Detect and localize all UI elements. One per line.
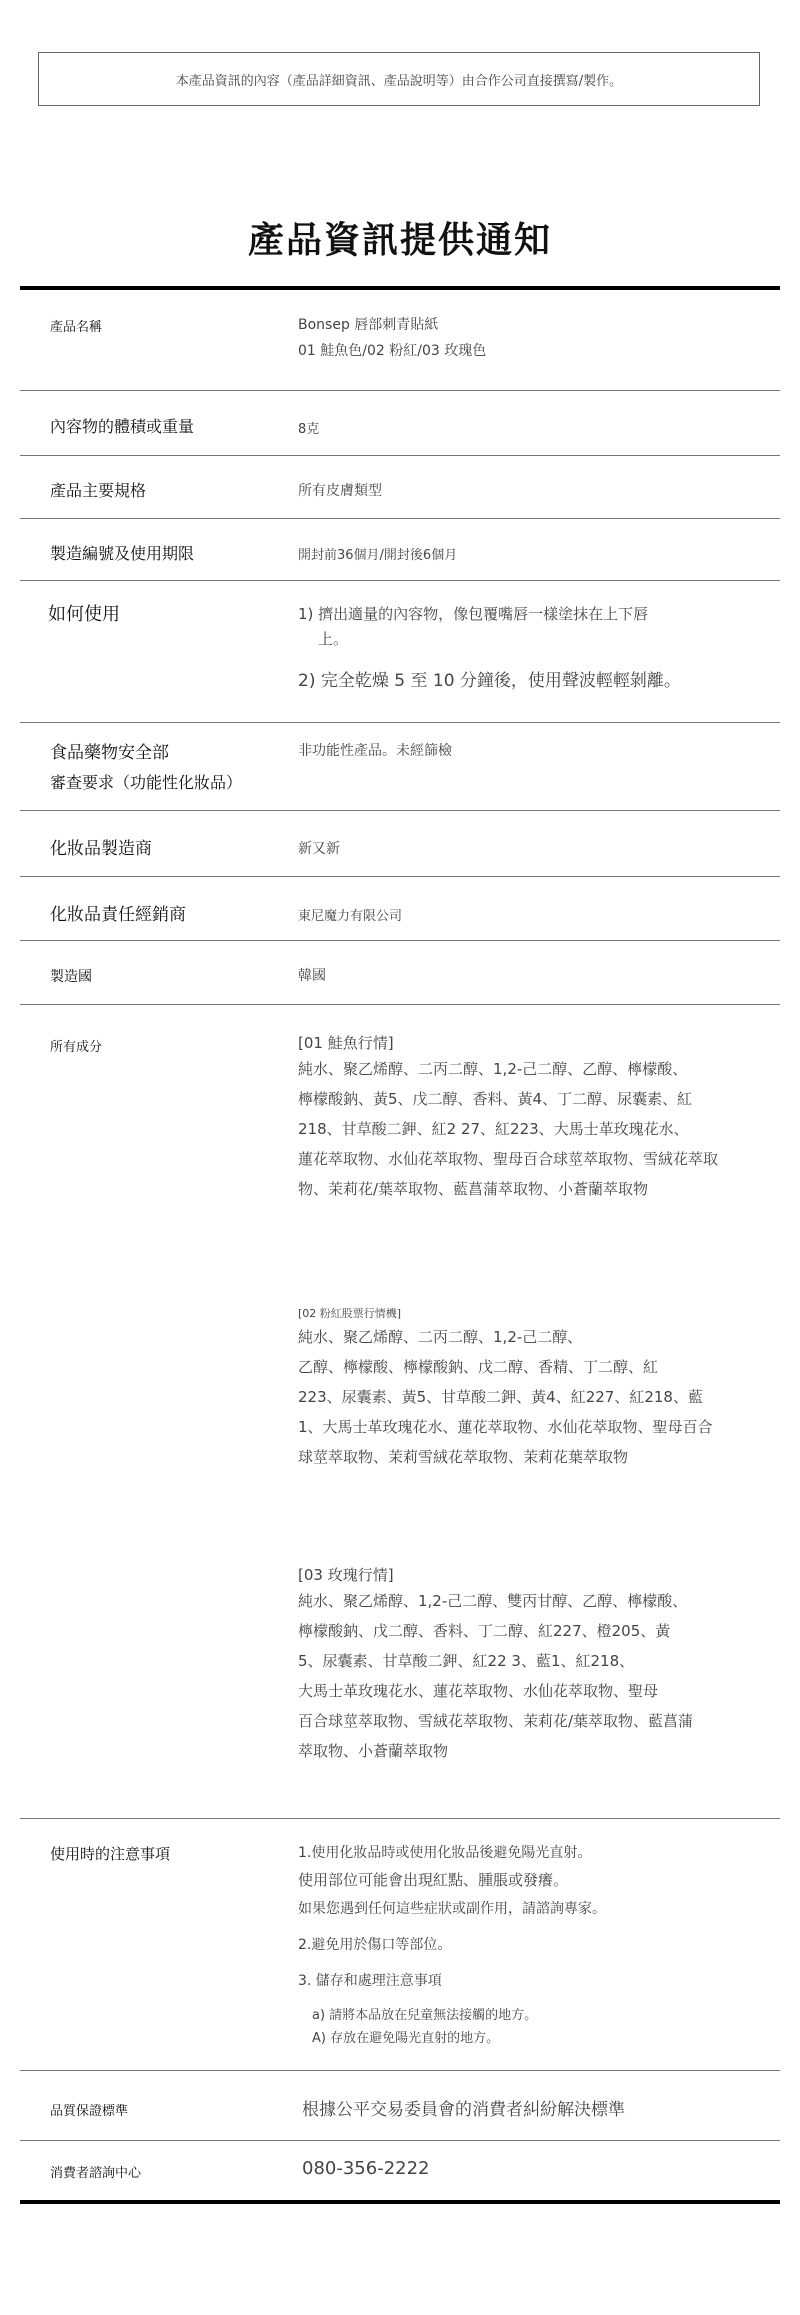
row-divider xyxy=(20,2140,780,2141)
ingredient-heading-03: [03 玫瑰行情] xyxy=(298,1566,394,1584)
label-expiry: 製造編號及使用期限 xyxy=(50,544,195,563)
value-distributor: 東尼魔力有限公司 xyxy=(298,909,403,924)
label-quality: 品質保證標準 xyxy=(50,2104,129,2119)
row-divider xyxy=(20,518,780,519)
bottom-rule xyxy=(20,2200,780,2204)
label-mfds: 食品藥物安全部 xyxy=(50,743,169,763)
label-distributor: 化妝品責任經銷商 xyxy=(50,905,186,925)
ingredient-list-02: 純水、聚乙烯醇、二丙二醇、1,2-己二醇、 乙醇、檸檬酸、檸檬酸鈉、戊二醇、香精、丁二醇、紅 223、尿囊素、黃5、甘草酸二鉀、黃4、紅227、紅218、藍 1、大馬士革玫瑰花水、蓮花萃取物、水仙花萃取物、聖母百合 球莖萃取物、茉莉雪絨花萃取物、茉莉花葉萃取物 xyxy=(298,1328,713,1466)
row-divider xyxy=(20,2070,780,2071)
precaution-3a: a) 請將本品放在兒童無法接觸的地方。 xyxy=(312,2008,538,2023)
precaution-2: 2.避免用於傷口等部位。 xyxy=(298,1937,452,1953)
page-title: 產品資訊提供通知 xyxy=(247,220,552,261)
precaution-1: 1.使用化妝品時或使用化妝品後避免陽光直射。 xyxy=(298,1845,592,1861)
row-divider xyxy=(20,455,780,456)
value-spec: 所有皮膚類型 xyxy=(298,483,382,499)
row-divider xyxy=(20,1818,780,1819)
value-product-colors: 01 鮭魚色/02 粉紅/03 玫瑰色 xyxy=(298,343,487,359)
value-expiry: 開封前36個月/開封後6個月 xyxy=(298,548,458,563)
label-usage: 如何使用 xyxy=(48,604,120,625)
precaution-3: 3. 儲存和處理注意事項 xyxy=(298,1973,442,1989)
row-divider xyxy=(20,876,780,877)
precaution-3b: A) 存放在避免陽光直射的地方。 xyxy=(312,2031,500,2046)
row-divider xyxy=(20,940,780,941)
ingredient-list-01: 純水、聚乙烯醇、二丙二醇、1,2-己二醇、乙醇、檸檬酸、 檸檬酸鈉、黃5、戊二醇、香料、黃4、丁二醇、尿囊素、紅 218、甘草酸二鉀、紅2 27、紅223、大馬士革玫瑰花水、 蓮花萃取物、水仙花萃取物、聖母百合球莖萃取物、雪絨花萃取 物、茉莉花/葉萃取物、藍菖蒲萃取物、小蒼蘭萃取物 xyxy=(298,1060,719,1198)
top-rule xyxy=(20,286,780,290)
ingredient-heading-01: [01 鮭魚行情] xyxy=(298,1034,394,1052)
value-volume: 8克 xyxy=(298,422,320,437)
label-spec: 產品主要規格 xyxy=(50,481,147,500)
value-product-name: Bonsep 唇部刺青貼紙 xyxy=(298,317,439,333)
label-mfds-review: 審查要求（功能性化妝品） xyxy=(50,773,243,792)
row-divider xyxy=(20,810,780,811)
usage-step-1: 1) 擠出適量的內容物，像包覆嘴唇一樣塗抹在上下唇 xyxy=(298,605,649,623)
ingredient-list-03: 純水、聚乙烯醇、1,2-己二醇、雙丙甘醇、乙醇、檸檬酸、 檸檬酸鈉、戊二醇、香料、丁二醇、紅227、橙205、黃 5、尿囊素、甘草酸二鉀、紅22 3、藍1、紅218、 大馬士革玫瑰花水、蓮花萃取物、水仙花萃取物、聖母 百合球莖萃取物、雪絨花萃取物、茉莉花/葉萃取物、藍菖蒲 萃取物、小蒼蘭萃取物 xyxy=(298,1592,694,1760)
partner-notice-text: 本產品資訊的內容（產品詳細資訊、產品說明等）由合作公司直接撰寫/製作。 xyxy=(175,73,623,89)
label-ingredients: 所有成分 xyxy=(50,1040,103,1055)
precaution-1-detail: 使用部位可能會出現紅點、腫脹或發癢。 xyxy=(298,1871,569,1889)
label-volume: 內容物的體積或重量 xyxy=(50,417,195,436)
value-manufacturer: 新又新 xyxy=(298,841,340,857)
value-origin: 韓國 xyxy=(298,968,326,984)
row-divider xyxy=(20,580,780,581)
value-mfds: 非功能性產品。未經篩檢 xyxy=(298,743,452,759)
partner-notice-box xyxy=(38,52,760,106)
row-divider xyxy=(20,390,780,391)
label-manufacturer: 化妝品製造商 xyxy=(50,839,152,859)
usage-step-1-cont: 上。 xyxy=(318,630,349,648)
label-origin: 製造國 xyxy=(50,969,92,985)
ingredient-heading-02: [02 粉紅股票行情機] xyxy=(298,1307,402,1320)
precaution-1-advice: 如果您遇到任何這些症狀或副作用，請諮詢專家。 xyxy=(298,1901,606,1917)
value-consumer-phone: 080-356-2222 xyxy=(302,2158,430,2179)
row-divider xyxy=(20,722,780,723)
value-quality: 根據公平交易委員會的消費者糾紛解決標準 xyxy=(302,2100,625,2120)
label-product-name: 產品名稱 xyxy=(50,320,103,335)
row-divider xyxy=(20,1004,780,1005)
usage-step-2: 2) 完全乾燥 5 至 10 分鐘後，使用聲波輕輕剝離。 xyxy=(298,671,681,691)
label-consumer-center: 消費者諮詢中心 xyxy=(50,2166,142,2181)
label-precautions: 使用時的注意事項 xyxy=(50,1845,171,1863)
